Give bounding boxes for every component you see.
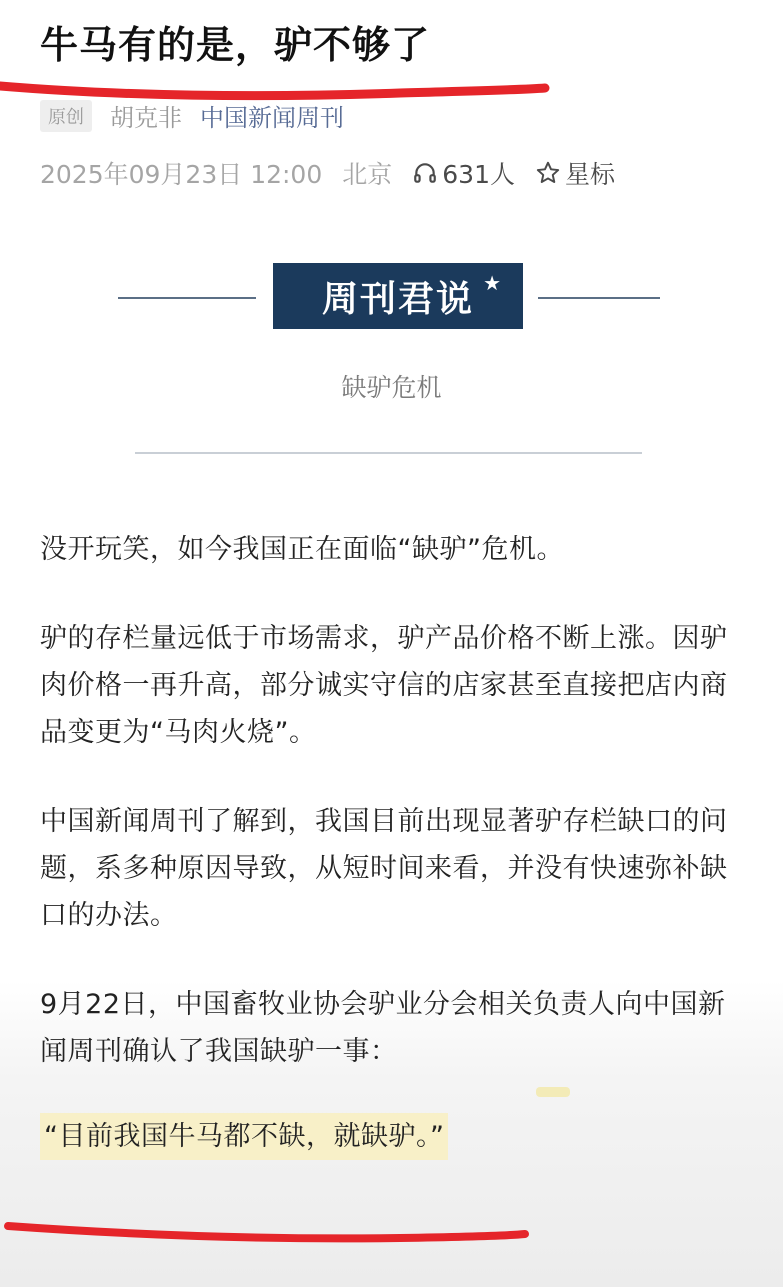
- author-name[interactable]: 胡克非: [110, 104, 182, 132]
- publish-datetime: 2025年09月23日 12:00: [40, 160, 323, 189]
- section-divider: [135, 452, 642, 454]
- article-title: 牛马有的是，驴不够了: [40, 23, 431, 67]
- paragraph-3: 中国新闻周刊了解到，我国目前出现显著驴存栏缺口的问题，系多种原因导致，从短时间来看，并没有快速弥补缺口的办法。: [40, 806, 728, 931]
- article-body: [40, 526, 745, 1202]
- paragraph-1: 没开玩笑，如今我国正在面临“缺驴”危机。: [40, 534, 564, 565]
- star-label: 星标: [564, 160, 615, 189]
- column-banner: [118, 263, 660, 329]
- banner-left-line: [118, 297, 256, 299]
- highlighted-quote: “目前我国牛马都不缺，就缺驴。”: [40, 1113, 448, 1160]
- paragraph-2: 驴的存栏量远低于市场需求，驴产品价格不断上涨。因驴肉价格一再升高，部分诚实守信的店家甚至直接把店内商品变更为“马肉火烧”。: [40, 623, 728, 748]
- listen-button[interactable]: [412, 155, 515, 191]
- star-outline-icon: [535, 160, 561, 186]
- highlight-mark: [536, 1087, 570, 1097]
- publish-location: 北京: [342, 160, 393, 189]
- star-button[interactable]: [535, 155, 615, 191]
- column-banner-box: [273, 263, 523, 329]
- article-subtitle: 缺驴危机: [341, 373, 442, 402]
- headphones-icon: [412, 160, 438, 186]
- column-banner-text: 周刊君说: [321, 278, 474, 320]
- listener-count: 631人: [442, 160, 515, 189]
- meta-info-row: [40, 155, 615, 191]
- account-link[interactable]: 中国新闻周刊: [200, 104, 344, 132]
- quote-paragraph: [40, 1113, 745, 1160]
- red-underline-quote: [0, 1200, 783, 1280]
- paragraph-4: 9月22日，中国畜牧业协会驴业分会相关负责人向中国新闻周刊确认了我国缺驴一事：: [40, 989, 726, 1067]
- original-badge: 原创: [40, 100, 92, 132]
- meta-author-row: [40, 98, 344, 133]
- banner-right-line: [538, 297, 660, 299]
- banner-star-icon: ★: [483, 271, 503, 295]
